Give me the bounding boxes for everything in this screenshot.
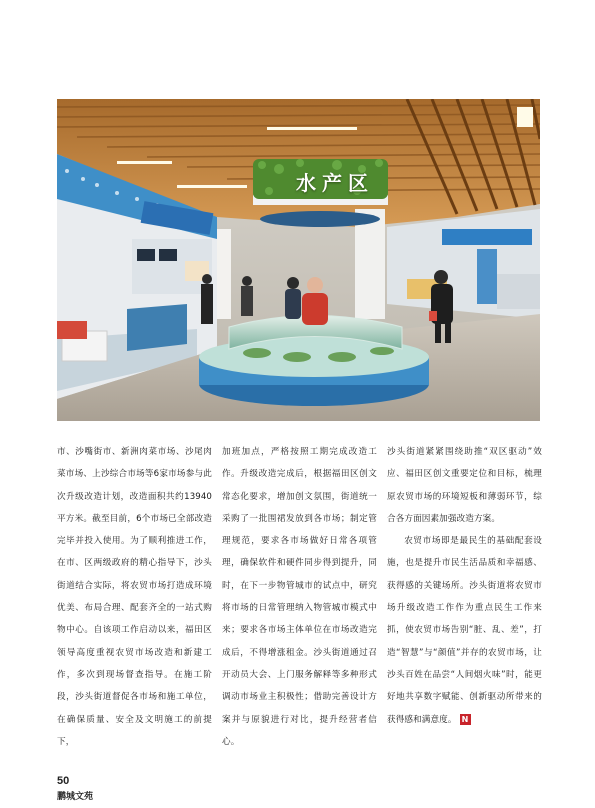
article-end-mark: N <box>460 714 471 725</box>
column-3-paragraph-2 <box>387 530 542 731</box>
magazine-name: 鹏城文苑 <box>57 792 94 802</box>
column-3-paragraph-2-text: 农贸市场即是最民生的基础配套设施，也是提升市民生活品质和幸福感、获得感的关键场所。沙头街道将农贸市场升级改造工作作为重点民生工作来抓，使农贸市场告别“脏、乱、差”，打造“智慧”与“颜值”并存的农贸市场，让沙头百姓在品尝“人间烟火味”时，能更好地共享数字赋能、创新驱动所带来的获得感和满意度。 <box>387 536 542 725</box>
seafood-area-sign: 水产区 <box>296 171 374 195</box>
column-2-paragraph: 加班加点，严格按照工期完成改造工作。升级改造完成后，根据福田区创文常态化要求，增加创文氛围，街道统一采购了一批围裙发放到各市场；制定管理规范，要求各市场做好日常各项管理，确保软件和硬件同步得到提升，同时，在下一步物管城市的试点中，研究将市场的日常管理纳入物管城市模式中来；要求各市场主体单位在市场改造完成后，不得增涨租金。沙头街道通过召开动员大会、上门服务解释等多种形式调动市场业主积极性；借助完善设计方案并与原貌进行对比，提升经营者信心。 <box>222 447 377 747</box>
column-1-paragraph: 市、沙嘴街市、新洲肉菜市场、沙尾肉菜市场、上沙综合市场等6家市场参与此次升级改造计划，改造面积共约13940平方米。截至目前，6个市场已全部改造完毕并投入使用。为了顺利推进工作，在市、区两级政府的精心指导下，沙头街道结合实际，将农贸市场打造成环境优美、布局合理、配套齐全的一站式购物中心。自该项工作启动以来，福田区领导高度重视农贸市场改造和新建工作，多次到现场督查指导。在施工阶段，沙头街道督促各市场和施工单位，在确保质量、安全及文明施工的前提下， <box>57 447 212 747</box>
article-column-2 <box>222 441 377 753</box>
article-column-3 <box>387 441 542 731</box>
column-3-paragraph-1: 沙头街道紧紧围绕助推“双区驱动”效应、福田区创文重要定位和目标，梳理原农贸市场的环境短板和薄弱环节，综合各方面因素加强改造方案。 <box>387 447 542 524</box>
page-number: 50 <box>57 775 70 787</box>
article-column-1 <box>57 441 212 753</box>
market-photo <box>57 99 540 421</box>
